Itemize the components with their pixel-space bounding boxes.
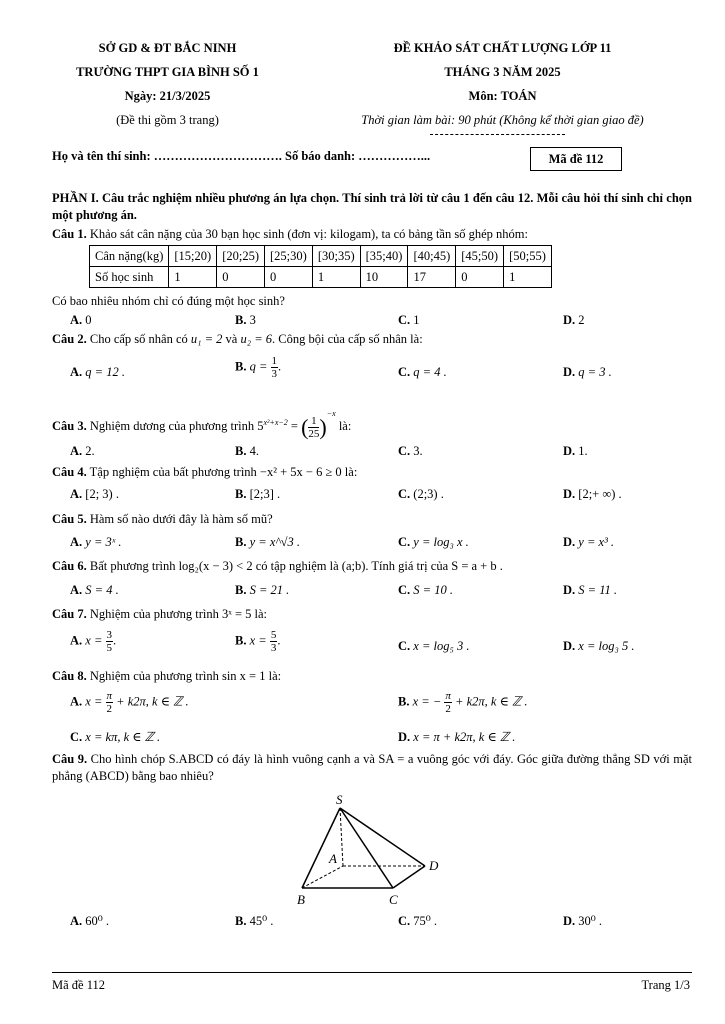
option-b[interactable]: B. q = $\frac{1}{3}$ . [235, 355, 282, 380]
header-divider [430, 134, 565, 135]
option-a[interactable]: A. S = 4 . [70, 583, 119, 597]
option-d[interactable]: D. x = log₃ 5 . [563, 639, 635, 653]
fraction: $\frac{\pi}{2}$ [445, 690, 451, 715]
question-6-options [70, 581, 690, 599]
question-9: Câu 9. Cho hình chóp S.ABCD có đáy là hình vuông cạnh a và SA = a vuông góc với đáy. Góc giữa đường thẳng SD với mặt phẳng (ABCD) bằng bao nhiêu? [52, 752, 692, 783]
question-1-options [70, 311, 690, 329]
option-d[interactable]: D. S = 11 . [563, 583, 618, 597]
table-cell: [35;40) [360, 246, 408, 267]
exam-month: THÁNG 3 NĂM 2025 [444, 65, 561, 79]
header-right [320, 36, 685, 132]
option-d[interactable]: D. q = 3 . [563, 365, 612, 379]
edge-ba [302, 866, 343, 888]
option-b[interactable]: B. y = x^√3 . [235, 535, 301, 549]
table-cell: [15;20) [169, 246, 217, 267]
question-7: Câu 7. Nghiệm của phương trình 3ˣ = 5 là: [52, 607, 268, 621]
edge-cd [393, 866, 425, 888]
table-cell: 1 [312, 267, 360, 288]
table-cell: 0 [217, 267, 265, 288]
question-7-options [70, 629, 690, 655]
question-2: Câu 2. Cho cấp số nhân có u₁ = 2 và u₂ = 6. Công bội của cấp số nhân là: [52, 332, 423, 346]
option-d[interactable]: D. [2;+ ∞) . [563, 487, 622, 501]
edge-sa [340, 808, 343, 866]
option-a[interactable]: A. x = $\frac{3}{5}$ . [70, 629, 117, 654]
frequency-table [89, 245, 552, 288]
option-c[interactable]: C. (2;3) . [398, 487, 444, 501]
fraction: $\frac{1}{3}$ [271, 355, 278, 380]
exam-code-box: Mã đề 112 [530, 147, 622, 171]
option-b[interactable]: B. 45⁰ . [235, 914, 274, 928]
option-c[interactable]: C. S = 10 . [398, 583, 453, 597]
subject: Môn: TOÁN [468, 89, 537, 103]
table-cell: 0 [265, 267, 313, 288]
fraction: $\frac{5}{3}$ [270, 629, 277, 654]
option-b[interactable]: B. x = $\frac{5}{3}$ . [235, 629, 281, 654]
candidate-info-line: Họ và tên thí sinh: …………………………. Số báo danh: ……………... [52, 149, 431, 163]
option-c[interactable]: C. y = log₃ x . [398, 535, 469, 549]
label-a: A [329, 851, 337, 866]
fraction: $\frac{3}{5}$ [106, 629, 113, 654]
option-a[interactable]: A. q = 12 . [70, 365, 125, 379]
edge-sc [340, 808, 393, 888]
table-cell: 1 [169, 267, 217, 288]
footer-divider [52, 972, 692, 973]
edge-sb [302, 808, 340, 888]
table-cell: 0 [456, 267, 504, 288]
table-cell: [30;35) [312, 246, 360, 267]
option-b[interactable]: B. 4. [235, 444, 259, 458]
table-cell: 10 [360, 267, 408, 288]
option-b[interactable]: B. S = 21 . [235, 583, 290, 597]
exam-date: Ngày: 21/3/2025 [124, 89, 211, 103]
label-b: B [297, 892, 305, 907]
option-a[interactable]: A. 2. [70, 444, 95, 458]
question-2-options [70, 355, 690, 381]
table-row [90, 267, 552, 288]
table-cell: Cân nặng(kg) [90, 246, 169, 267]
option-a[interactable]: A. 0 [70, 313, 92, 327]
question-9-options [70, 912, 690, 930]
department-name: SỞ GD & ĐT BẮC NINH [98, 41, 237, 55]
table-cell: 17 [408, 267, 456, 288]
time-note: Thời gian làm bài: 90 phút (Không kể thời gian giao đề) [361, 113, 644, 127]
table-cell: 1 [504, 267, 552, 288]
question-5-options [70, 533, 690, 551]
question-5: Câu 5. Hàm số nào dưới đây là hàm số mũ? [52, 512, 273, 526]
table-cell: [40;45) [408, 246, 456, 267]
option-d[interactable]: D. x = π + k2π, k ∈ ℤ . [398, 730, 516, 744]
option-a[interactable]: A. y = 3ˣ . [70, 535, 122, 549]
question-6: Câu 6. Bất phương trình log₂(x − 3) < 2 có tập nghiệm là (a;b). Tính giá trị của S = a + b . [52, 559, 503, 573]
label-c: C [389, 892, 398, 907]
table-cell: Số học sinh [90, 267, 169, 288]
option-c[interactable]: C. 75⁰ . [398, 914, 438, 928]
option-c[interactable]: C. x = kπ, k ∈ ℤ . [70, 730, 161, 744]
question-number: Câu 1. [52, 227, 87, 241]
part1-title: PHẦN I. Câu trắc nghiệm nhiều phương án lựa chọn. Thí sinh trả lời từ câu 1 đến câu 12. Mỗi câu hỏi thí sinh chỉ chọn một phương án. [52, 191, 692, 222]
question-4-options [70, 485, 690, 503]
school-name: TRƯỜNG THPT GIA BÌNH SỐ 1 [76, 65, 259, 79]
footer-page-number: Trang 1/3 [641, 978, 690, 992]
option-d[interactable]: D. 1. [563, 444, 588, 458]
footer-exam-code: Mã đề 112 [52, 978, 105, 992]
question-8: Câu 8. Nghiệm của phương trình sin x = 1 là: [52, 669, 282, 683]
exam-title: ĐỀ KHẢO SÁT CHẤT LƯỢNG LỚP 11 [393, 41, 612, 55]
header-left [40, 36, 295, 132]
pyramid-figure [285, 790, 445, 910]
question-1 [52, 226, 692, 243]
option-b[interactable]: B. x = − $\frac{\pi}{2}$ + k2π, k ∈ ℤ . [398, 690, 528, 715]
option-d[interactable]: D. 2 [563, 313, 585, 327]
option-b[interactable]: B. 3 [235, 313, 256, 327]
question-3: Câu 3. Nghiệm dương của phương trình $5^{x^2+x-2}$ = ( $\frac{1}{25}$ )$^{-x}$ là: [52, 409, 352, 440]
label-s: S [336, 792, 343, 807]
question-8-options-row1 [70, 690, 690, 716]
option-c[interactable]: C. 1 [398, 313, 420, 327]
table-cell: [45;50) [456, 246, 504, 267]
table-row [90, 246, 552, 267]
question-4: Câu 4. Tập nghiệm của bất phương trình −x² + 5x − 6 ≥ 0 là: [52, 465, 358, 479]
edge-sd [340, 808, 425, 866]
option-c[interactable]: C. x = log₅ 3 . [398, 639, 470, 653]
fraction: $\frac{1}{25}$ [308, 414, 320, 440]
option-a[interactable]: A. 60⁰ . [70, 914, 110, 928]
question-3-options [70, 442, 690, 460]
question-8-options-row2 [70, 728, 690, 746]
option-c[interactable]: C. 3. [398, 444, 423, 458]
label-d: D [429, 858, 439, 873]
page-count-note: (Đề thi gồm 3 trang) [116, 113, 219, 127]
option-a[interactable]: A. x = $\frac{\pi}{2}$ + k2π, k ∈ ℤ . [70, 690, 189, 715]
option-d[interactable]: D. 30⁰ . [563, 914, 603, 928]
fraction: $\frac{\pi}{2}$ [106, 690, 113, 715]
question-text: Khảo sát cân nặng của 30 bạn học sinh (đơn vị: kilogam), ta có bảng tần số ghép nhóm: [86, 227, 528, 241]
option-c[interactable]: C. q = 4 . [398, 365, 447, 379]
table-cell: [25;30) [265, 246, 313, 267]
option-d[interactable]: D. y = x³ . [563, 535, 615, 549]
table-cell: [20;25) [217, 246, 265, 267]
option-a[interactable]: A. [2; 3) . [70, 487, 119, 501]
option-b[interactable]: B. [2;3] . [235, 487, 281, 501]
question-1-prompt: Có bao nhiêu nhóm chỉ có đúng một học sinh? [52, 294, 285, 308]
table-cell: [50;55) [504, 246, 552, 267]
